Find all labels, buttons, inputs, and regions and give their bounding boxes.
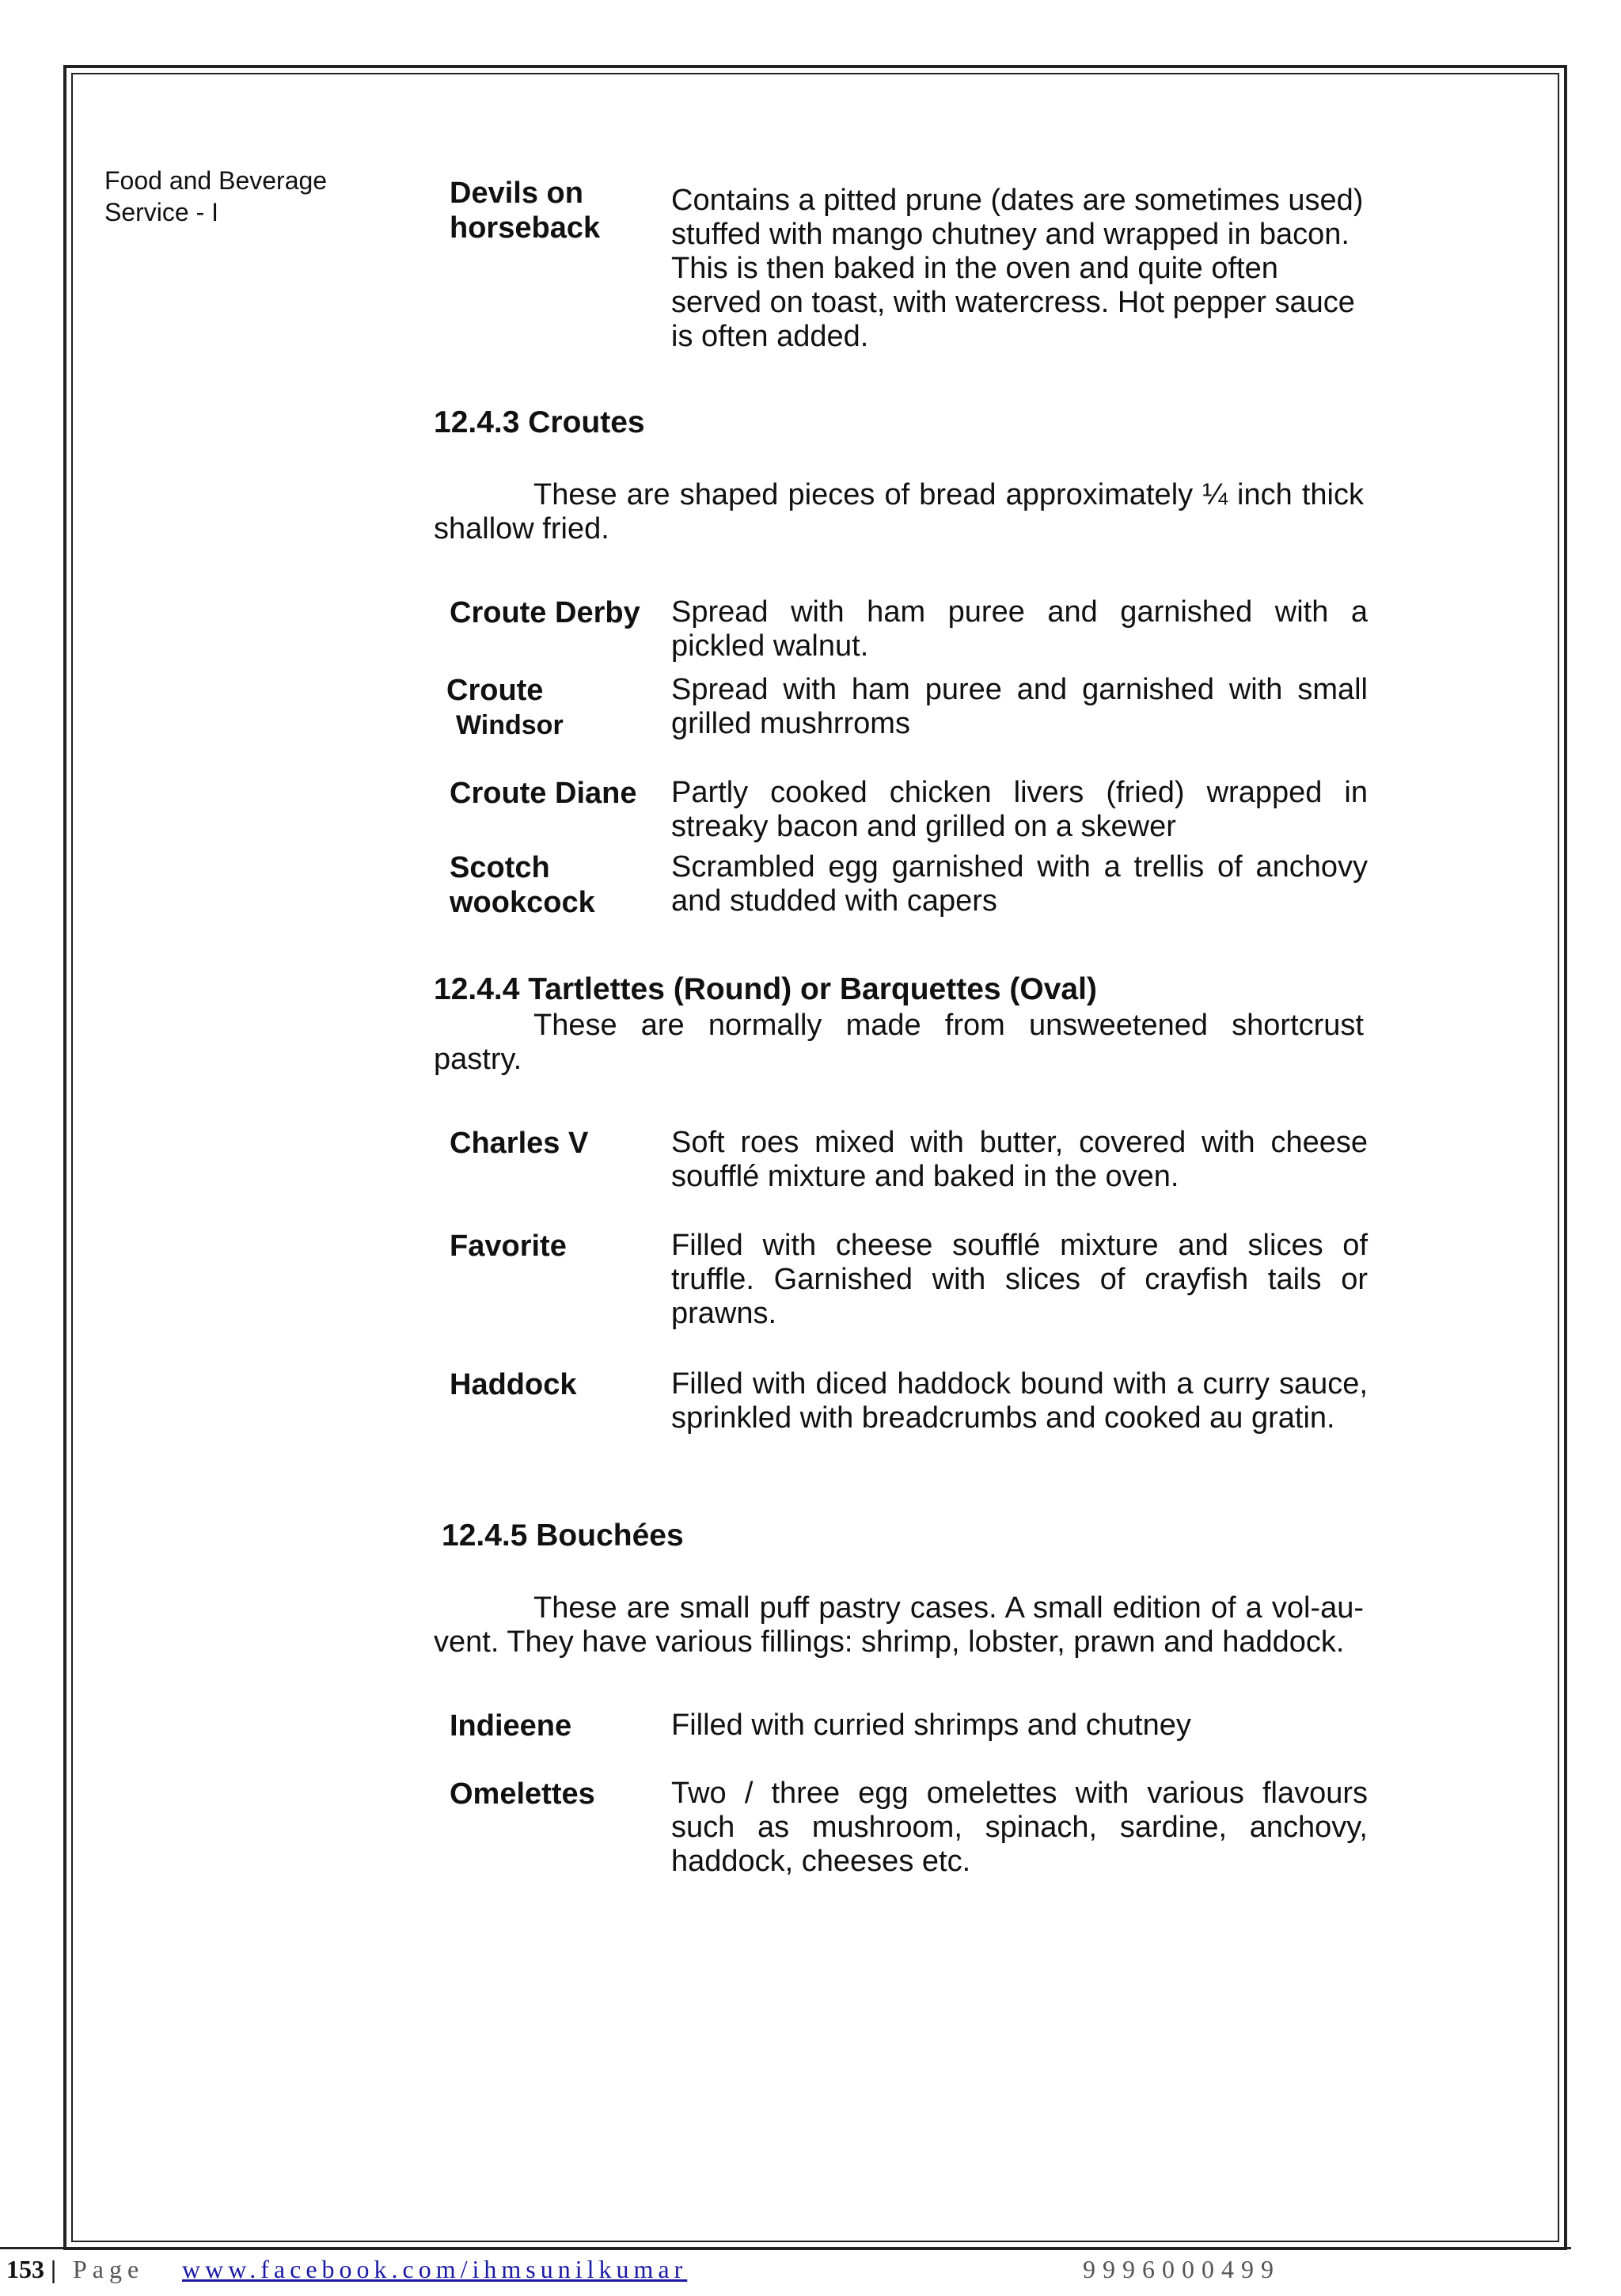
- entry-term: Indieene: [450, 1709, 572, 1743]
- page-number: 153 |: [6, 2255, 57, 2283]
- entry-term: Charles V: [450, 1127, 589, 1160]
- entry-description: Filled with curried shrimps and chutney: [671, 1709, 1191, 1742]
- entry-term-line: Windsor: [456, 710, 564, 740]
- entry-term: Scotch wookcock: [450, 851, 595, 919]
- entry-description: Contains a pitted prune (dates are sometimes used) stuffed with mango chutney and wrapped in bacon. This is then baked in the oven and quite often served on toast, with watercress. Hot pepper sauce is often added.: [671, 184, 1364, 353]
- page-label: Page: [73, 2255, 145, 2283]
- footer-rule: [0, 2247, 1571, 2249]
- entry-term: Haddock: [450, 1368, 577, 1401]
- entry-term: Croute Diane: [450, 777, 637, 810]
- entry-term: Favorite: [450, 1230, 567, 1263]
- entry-term-line: Croute: [446, 674, 544, 707]
- entry-term: Devils on horseback: [450, 177, 601, 245]
- section-intro-bouchees: These are small puff pastry cases. A small edition of a vol-au-vent. They have various fillings: shrimp, lobster, prawn and haddock.: [434, 1591, 1364, 1659]
- entry-description: Scrambled egg garnished with a trellis of anchovy and studded with capers: [671, 850, 1368, 918]
- entry-description: Spread with ham puree and garnished with small grilled mushrroms: [671, 673, 1368, 740]
- entry-term: Croute Derby: [450, 596, 640, 629]
- entry-description: Filled with cheese soufflé mixture and slices of truffle. Garnished with slices of crayfish tails or prawns.: [671, 1229, 1368, 1330]
- entry-description: Filled with diced haddock bound with a curry sauce, sprinkled with breadcrumbs and cooked au gratin.: [671, 1367, 1368, 1435]
- phone-number: 9996000499: [1083, 2255, 1281, 2283]
- entry-description: Soft roes mixed with butter, covered with cheese soufflé mixture and baked in the oven.: [671, 1126, 1368, 1193]
- entry-term: Omelettes: [450, 1777, 595, 1811]
- section-heading-croutes: 12.4.3 Croutes: [434, 405, 645, 439]
- section-intro-tartlettes: These are normally made from unsweetened shortcrust pastry.: [434, 1009, 1364, 1076]
- entry-description: Partly cooked chicken livers (fried) wrapped in streaky bacon and grilled on a skewer: [671, 776, 1368, 843]
- running-head: Food and Beverage Service - I: [104, 166, 328, 226]
- section-intro-croutes: These are shaped pieces of bread approximately ¼ inch thick shallow fried.: [434, 478, 1364, 545]
- entry-description: Two / three egg omelettes with various flavours such as mushroom, spinach, sardine, anchovy, haddock, cheeses etc.: [671, 1777, 1368, 1878]
- entry-description: Spread with ham puree and garnished with a pickled walnut.: [671, 595, 1368, 663]
- page-footer: [0, 2247, 1621, 2294]
- facebook-link[interactable]: www.facebook.com/ihmsunilkumar: [182, 2255, 688, 2283]
- section-heading-tartlettes: 12.4.4 Tartlettes (Round) or Barquettes (Oval): [434, 972, 1097, 1006]
- section-heading-bouchees: 12.4.5 Bouchées: [442, 1519, 684, 1553]
- entry-term: [446, 673, 660, 743]
